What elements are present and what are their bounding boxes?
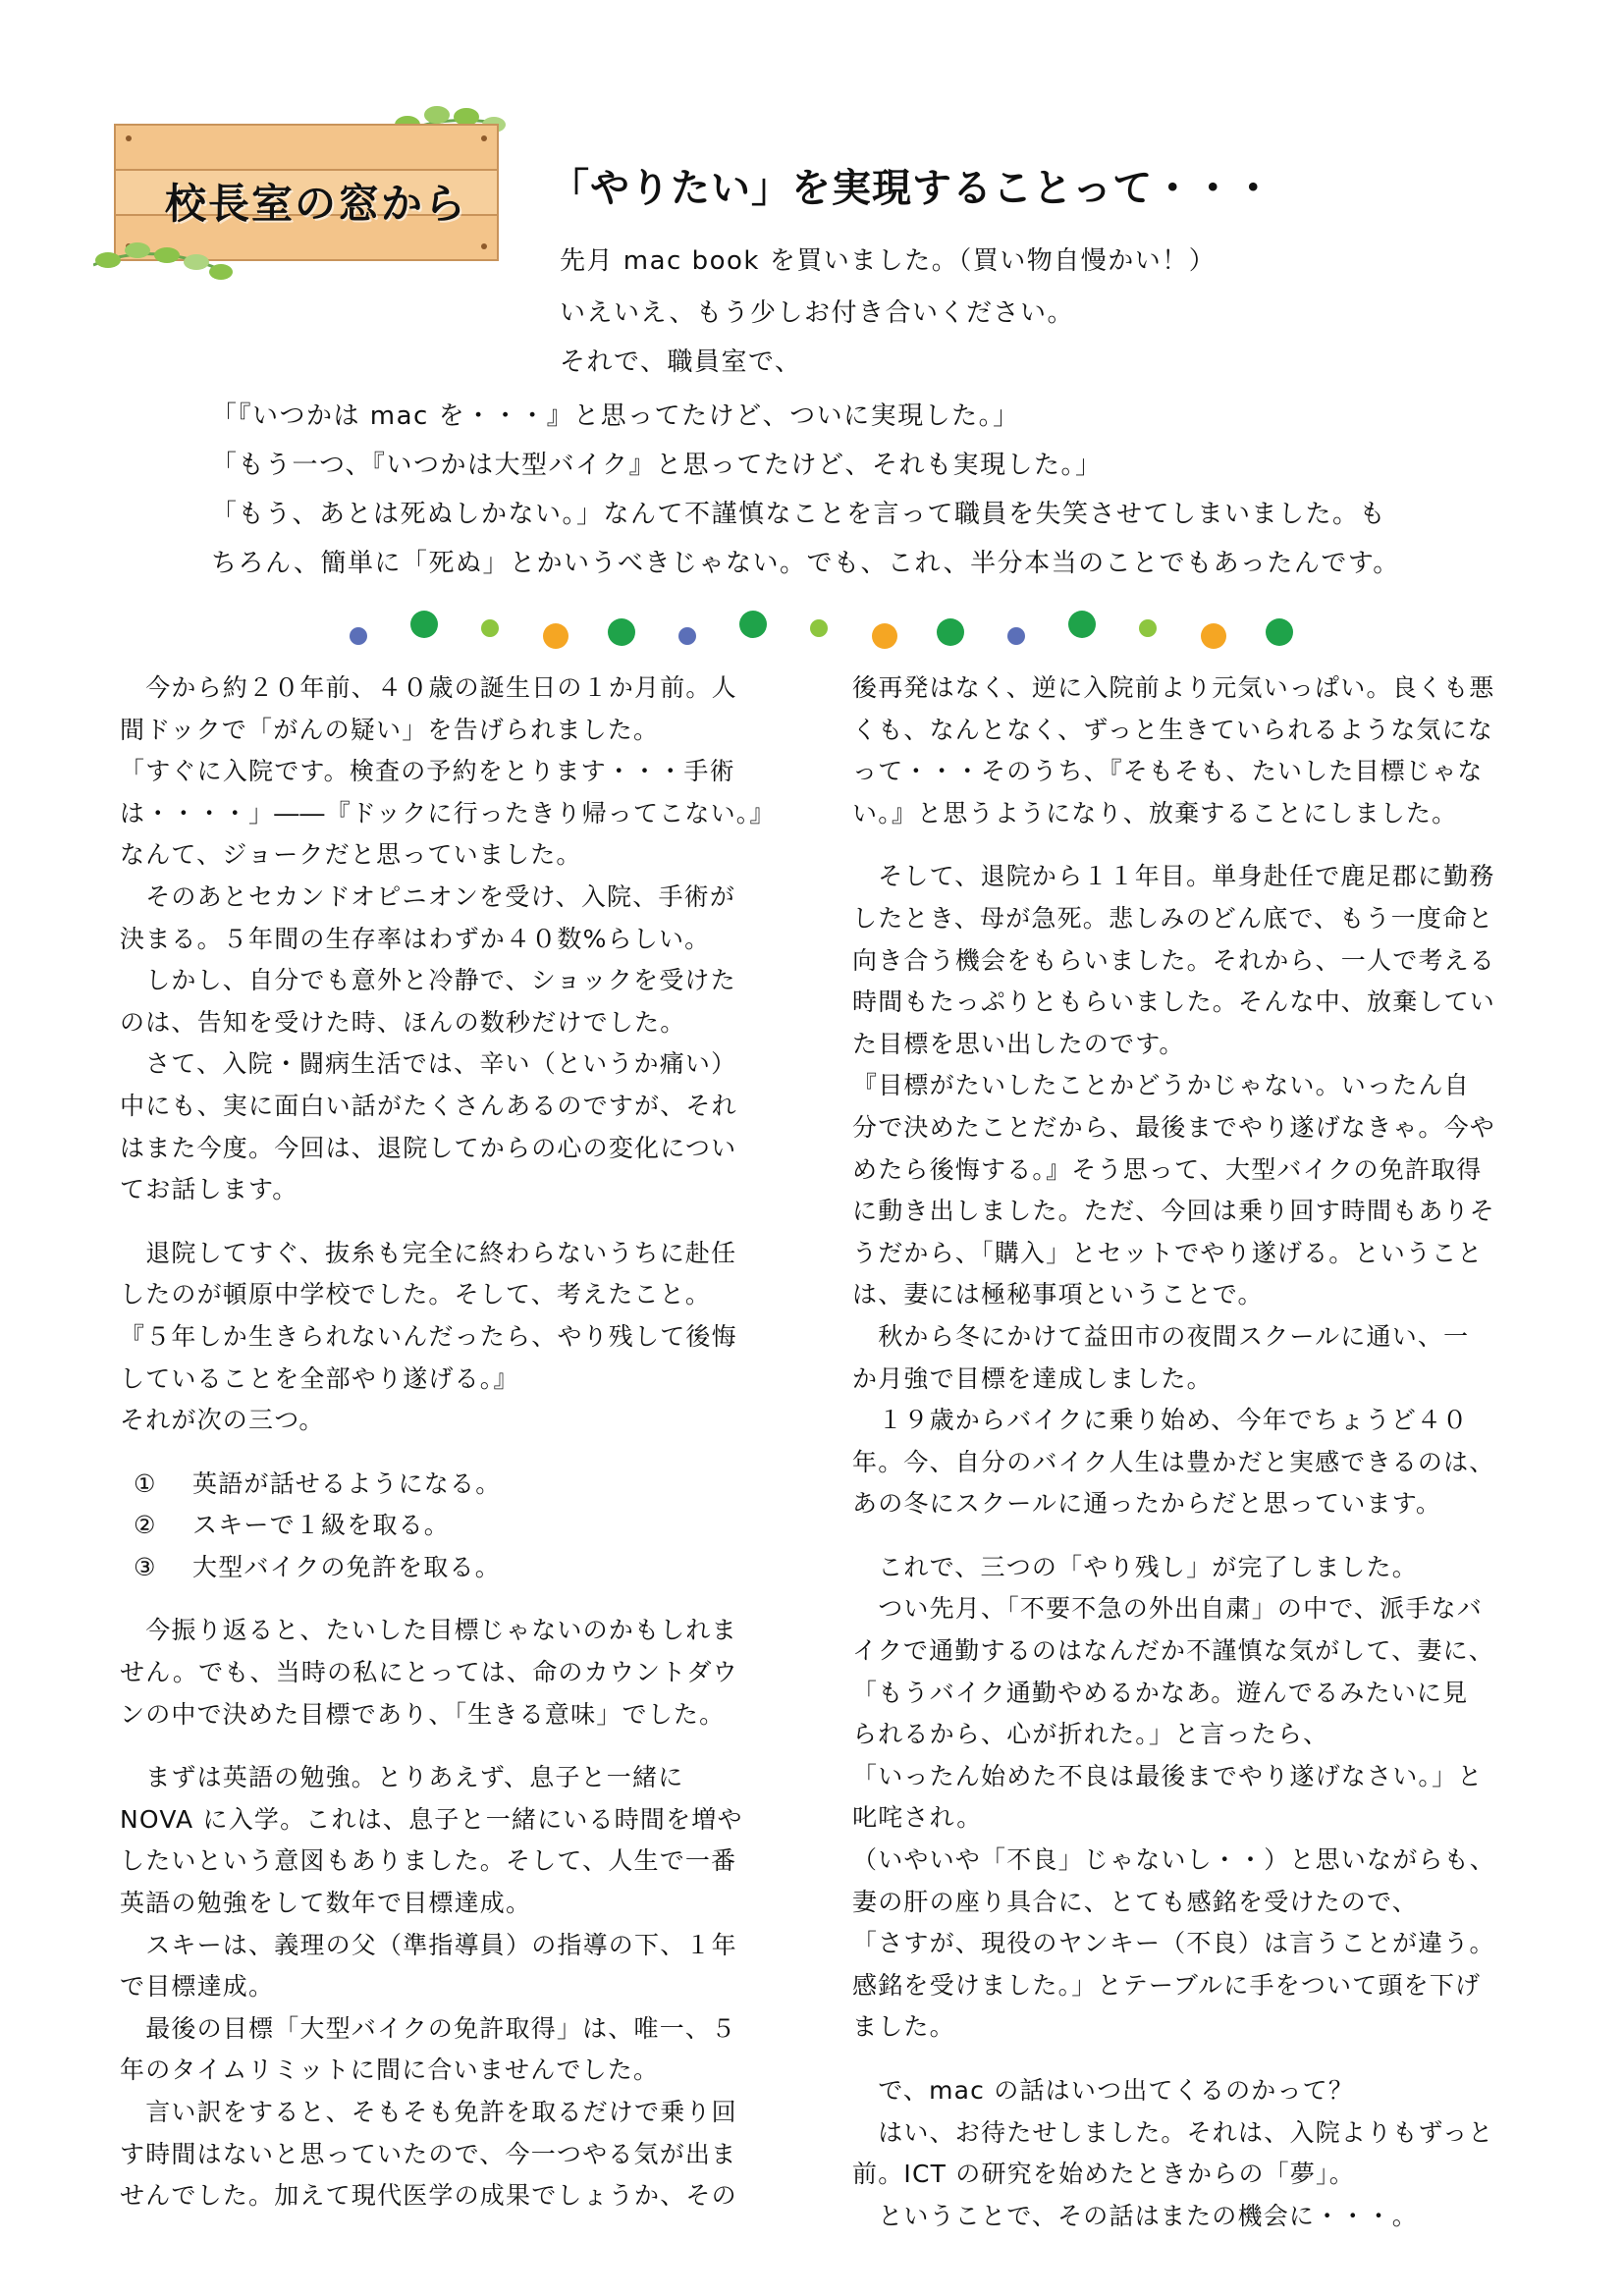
dot-divider xyxy=(334,599,1306,658)
list-item xyxy=(120,1464,787,1506)
intro-line: 「もう、あとは死ぬしかない。」なんて不謹慎なことを言って職員を失笑させてしまいました。も xyxy=(211,500,1387,529)
list-text: 英語が話せるようになる。 xyxy=(192,1468,502,1498)
intro-line: いえいえ、もう少しお付き合いください。 xyxy=(560,298,1075,328)
list-number: ② xyxy=(134,1511,157,1540)
list-item xyxy=(120,1547,787,1589)
paragraph: まずは英語の勉強。とりあえず、息子と一緒に NOVA に入学。これは、息子と一緒にいる時間を増や したいという意図もありました。そして、人生で一番 英語の勉強をして数年で目標達成。 スキーは、義理の父（準指導員）の指導の下、１年 で目標達成。 最後の目標「大型バイクの免許取得」は、唯一、５ 年のタイムリミットに間に合いませんでした。 言い訳をすると、そもそも免許を取るだけで乗り回 す時間はないと思っていたので、今一つやる気が出ま せんでした。加えて現代医学の成果でしょうか、その xyxy=(120,1763,743,2211)
paragraph: 退院してすぐ、抜糸も完全に終わらないうちに赴任 したのが頓原中学校でした。そして、考えたこと。 『５年しか生きられないんだったら、やり残して後悔 していることを全部やり遂げる。』 それが次の三つ。 xyxy=(120,1238,737,1435)
decorative-dot xyxy=(937,618,964,646)
left-column xyxy=(120,667,787,2217)
list-number: ③ xyxy=(134,1552,157,1581)
list-text: 大型バイクの免許を取る。 xyxy=(192,1552,501,1581)
decorative-dot xyxy=(678,627,696,645)
decorative-dot xyxy=(543,623,568,649)
decorative-dot xyxy=(1201,623,1226,649)
intro-line: それで、職員室で、 xyxy=(560,347,802,377)
decorative-dot xyxy=(1266,618,1293,646)
decorative-dot xyxy=(872,623,897,649)
list-text: スキーで１級を取る。 xyxy=(192,1511,451,1540)
paragraph: 今振り返ると、たいした目標じゃないのかもしれま せん。でも、当時の私にとっては、命のカウントダウ ンの中で決めた目標であり、「生きる意味」でした。 xyxy=(120,1616,738,1729)
list-item xyxy=(120,1505,787,1547)
article-headline: 「やりたい」を実現することって・・・ xyxy=(550,166,1274,211)
section-title: 校長室の窓から xyxy=(165,180,468,228)
decorative-dot xyxy=(481,619,499,637)
paragraph: そして、退院から１１年目。単身赴任で鹿足郡に勤務 したとき、母が急死。悲しみのどん底で、もう一度命と 向き合う機会をもらいました。それから、一人で考える 時間もたっぷりともらいました。そんな中、放棄してい た目標を思い出したのです。 『目標がたいしたことかどうかじゃない。いったん自 分で決めたことだから、最後までやり遂げなきゃ。今や めたら後悔する。』そう思って、大型バイクの免許取得 に動き出しました。ただ、今回は乗り回す時間もありそ うだから、「購入」とセットでやり遂げる。ということ は、妻には極秘事項ということで。 秋から冬にかけて益田市の夜間スクールに通い、一 か月強で目標を達成しました。 １９歳からバイクに乗り始め、今年でちょうど４０ 年。今、自分のバイク人生は豊かだと実感できるのは、 あの冬にスクールに通ったからだと思っています。 xyxy=(852,862,1496,1519)
intro-line: ちろん、簡単に「死ぬ」とかいうべきじゃない。でも、これ、半分本当のことでもあったんです。 xyxy=(211,549,1400,578)
right-column xyxy=(852,667,1520,2237)
paragraph: 今から約２０年前、４０歳の誕生日の１か月前。人 間ドックで「がんの疑い」を告げられました。 「すぐに入院です。検査の予約をとります・・・手術 は・・・・」――『ドックに行ったきり帰ってこない。』 なんて、ジョークだと思っていました。 そのあとセカンドオピニオンを受け、入院、手術が 決まる。５年間の生存率はわずか４０数%らしい。 しかし、自分でも意外と冷静で、ショックを受けた のは、告知を受けた時、ほんの数秒だけでした。 さて、入院・闘病生活では、辛い（というか痛い） 中にも、実に面白い話がたくさんあるのですが、それ はまた今度。今回は、退院してからの心の変化につい てお話します。 xyxy=(120,673,776,1204)
paragraph: これで、三つの「やり残し」が完了しました。 つい先月、「不要不急の外出自粛」の中で、派手なバ イクで通勤するのはなんだか不謹慎な気がして、妻に、 「もうバイク通勤やめるかなあ。遊んでるみたいに見 られるから、心が折れた。」と言ったら、 「いったん始めた不良は最後までやり遂げなさい。」と 叱咤され。 （いやいや「不良」じゃないし・・）と思いながらも、 妻の肝の座り具合に、とても感銘を受けたので、 「さすが、現役のヤンキー（不良）は言うことが違う。 感銘を受けました。」とテーブルに手をついて頭を下げ ました。 xyxy=(852,1552,1496,2042)
decorative-dot xyxy=(810,619,828,637)
decorative-dot xyxy=(608,618,635,646)
intro-line: 先月 mac book を買いました。（買い物自慢かい！） xyxy=(560,246,1217,276)
decorative-dot xyxy=(410,611,438,638)
paragraph: で、mac の話はいつ出てくるのかって？ はい、お待たせしました。それは、入院よりもずっと 前。ICT の研究を始めたときからの「夢」。 ということで、その話はまたの機会に・・・。 xyxy=(852,2076,1494,2230)
intro-line: 「『いつかは mac を・・・』と思ってたけど、ついに実現した。」 xyxy=(211,401,1020,431)
decorative-dot xyxy=(1068,611,1096,638)
decorative-dot xyxy=(1007,627,1025,645)
intro-line: 「もう一つ、『いつかは大型バイク』と思ってたけど、それも実現した。」 xyxy=(211,451,1103,480)
decorative-dot xyxy=(350,627,367,645)
decorative-dot xyxy=(739,611,767,638)
decorative-dot xyxy=(1139,619,1157,637)
paragraph: 後再発はなく、逆に入院前より元気いっぱい。良くも悪 くも、なんとなく、ずっと生きていられるような気にな って・・・そのうち、『そもそも、たいした目標じゃな い。』と思うようになり、放棄することにしました。 xyxy=(852,673,1495,828)
list-number: ① xyxy=(134,1468,157,1498)
